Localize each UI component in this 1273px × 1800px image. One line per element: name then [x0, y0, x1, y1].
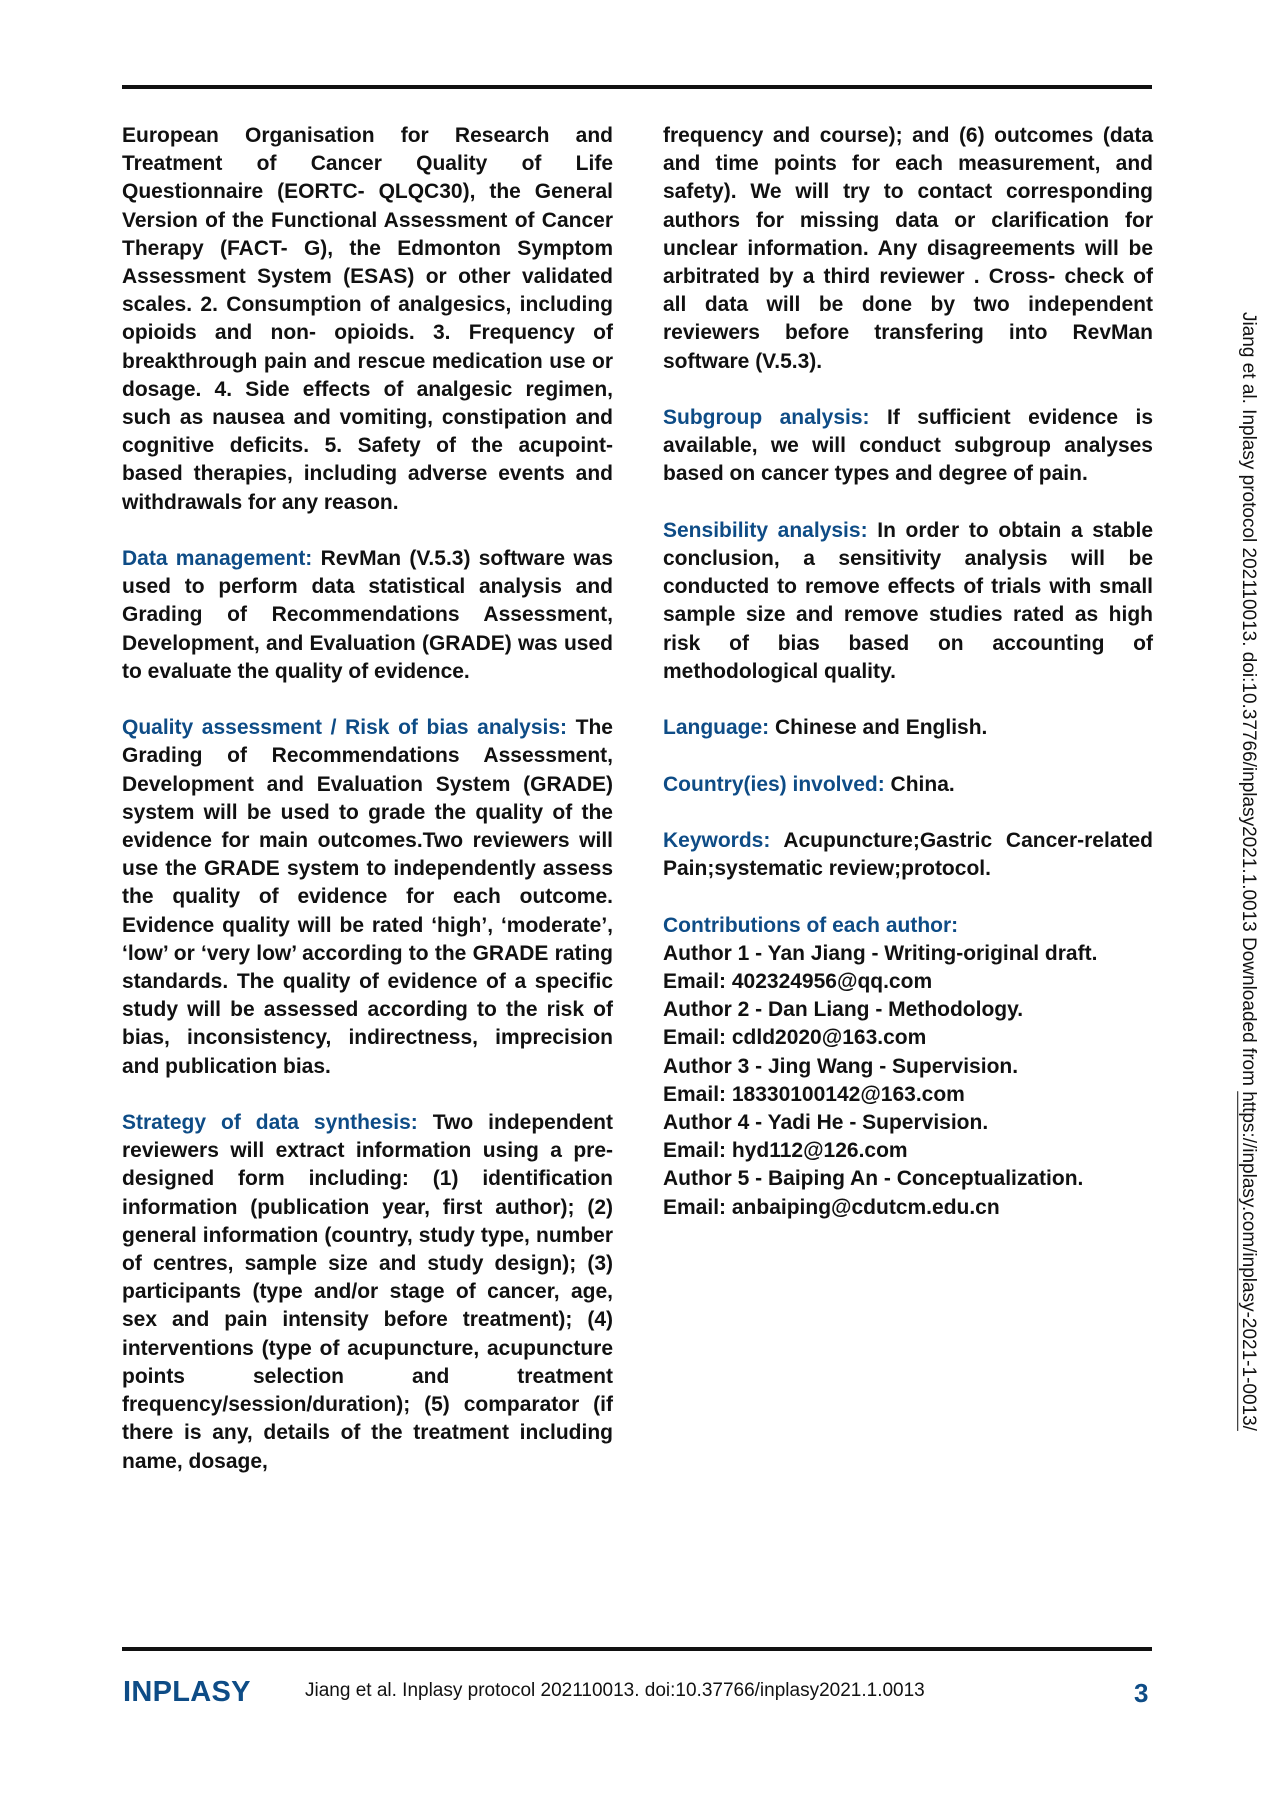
section-text: If sufficient evidence is available, we will conduct subgroup analyses based on cancer types and degree of pain.	[663, 406, 1153, 486]
outcomes-continuation: European Organisation for Research and Treatment of Cancer Quality of Life Questionnaire (EORTC- QLQC30), the General Version of the Functional Assessment of Cancer Therapy (FACT- G), the Edmonton Symptom Assessment System (ESAS) or other validated scales. 2. Consumption of analgesics, including opioids and non- opioids. 3. Frequency of breakthrough pain and rescue medication use or dosage. 4. Side effects of analgesic regimen, such as nausea and vomiting, constipation and cognitive deficits. 5. Safety of the acupoint- based therapies, including adverse events and withdrawals for any reason.	[122, 124, 613, 514]
section-country	[663, 771, 1153, 799]
section-text: Acupuncture;Gastric Cancer-related Pain;systematic review;protocol.	[663, 829, 1153, 881]
header-rule	[122, 85, 1152, 89]
section-text: The Grading of Recommendations Assessment, Development and Evaluation System (GRADE) system will be used to grade the quality of the evidence for main outcomes.Two reviewers will use the GRADE system to independently assess the quality of evidence for each outcome. Evidence quality will be rated ‘high’, ‘moderate’, ‘low’ or ‘very low’ according to the GRADE rating standards. The quality of evidence of a specific study will be assessed according to the risk of bias, inconsistency, indirectness, imprecision and publication bias.	[122, 716, 613, 1078]
left-column	[122, 122, 613, 1476]
email-line: Email: 402324956@qq.com	[663, 970, 933, 993]
data-synthesis-continuation: frequency and course); and (6) outcomes (data and time points for each measurement, and safety). We will try to contact corresponding authors for missing data or clarification for unclear information. Any disagreements will be arbitrated by a third reviewer . Cross- check of all data will be done by two independent reviewers before transfering into RevMan software (V.5.3).	[663, 124, 1153, 373]
side-note-link[interactable]: https://inplasy.com/inplasy-2021-1-0013/	[1238, 1091, 1259, 1431]
section-heading: Sensibility analysis:	[663, 518, 868, 542]
section-heading: Strategy of data synthesis:	[122, 1111, 418, 1135]
section-heading: Contributions of each author:	[663, 913, 959, 937]
email-line: Email: hyd112@126.com	[663, 1139, 908, 1163]
page-number: 3	[1134, 1678, 1149, 1708]
footer-citation: Jiang et al. Inplasy protocol 202110013. doi:10.37766/inplasy2021.1.0013	[305, 1680, 925, 1701]
author-line: Author 2 - Dan Liang - Methodology.	[663, 998, 1024, 1022]
section-subgroup-analysis	[663, 404, 1153, 489]
section-text: China.	[890, 772, 955, 796]
section-sensibility-analysis	[663, 517, 1153, 686]
author-line: Author 4 - Yadi He - Supervision.	[663, 1111, 989, 1135]
footer-rule	[122, 1647, 1152, 1651]
section-heading: Data management:	[122, 547, 313, 571]
author-line: Author 3 - Jing Wang - Supervision.	[663, 1054, 1019, 1078]
section-heading: Keywords:	[663, 829, 771, 852]
side-note-text: Jiang et al. Inplasy protocol 202110013. doi:10.37766/inplasy2021.1.0013 Downloaded from	[1238, 312, 1259, 1092]
section-heading: Subgroup analysis:	[663, 406, 870, 430]
section-quality-assessment	[122, 714, 613, 1081]
section-keywords	[663, 827, 1153, 883]
section-data-management	[122, 545, 613, 686]
section-heading: Country(ies) involved:	[663, 772, 885, 796]
email-line: Email: cdld2020@163.com	[663, 1026, 927, 1050]
email-line: Email: 18330100142@163.com	[663, 1082, 965, 1106]
section-heading: Quality assessment / Risk of bias analysis:	[122, 716, 568, 740]
section-text: In order to obtain a stable conclusion, a sensitivity analysis will be conducted to remove effects of trials with small sample size and remove studies rated as high risk of bias based on accounting of methodological quality.	[663, 518, 1153, 683]
section-text: RevMan (V.5.3) software was used to perform data statistical analysis and Grading of Recommendations Assessment, Development, and Evaluation (GRADE) was used to evaluate the quality of evidence.	[122, 547, 614, 683]
section-contributions	[663, 912, 1153, 1222]
author-line: Author 1 - Yan Jiang - Writing-original draft.	[663, 941, 1098, 965]
email-line: Email: anbaiping@cdutcm.edu.cn	[663, 1195, 1000, 1219]
section-text: Chinese and English.	[775, 716, 988, 740]
journal-logo: INPLASY	[123, 1676, 251, 1708]
section-text: Two independent reviewers will extract information using a pre- designed form including: (1) identification information (publication year, first author); (2) general information (country, study type, number of centres, sample size and study design); (3) participants (type and/or stage of cancer, age, sex and pain intensity before treatment); (4) interventions (type of acupuncture, acupuncture points selection and treatment frequency/session/duration); (5) comparator (if there is any, details of the treatment including name, dosage,	[122, 1111, 613, 1473]
author-line: Author 5 - Baiping An - Conceptualization.	[663, 1167, 1084, 1191]
right-column	[663, 122, 1153, 1222]
section-language	[663, 714, 1153, 742]
side-download-note	[1237, 312, 1259, 1592]
section-heading: Language:	[663, 716, 770, 740]
section-data-synthesis	[122, 1109, 613, 1476]
